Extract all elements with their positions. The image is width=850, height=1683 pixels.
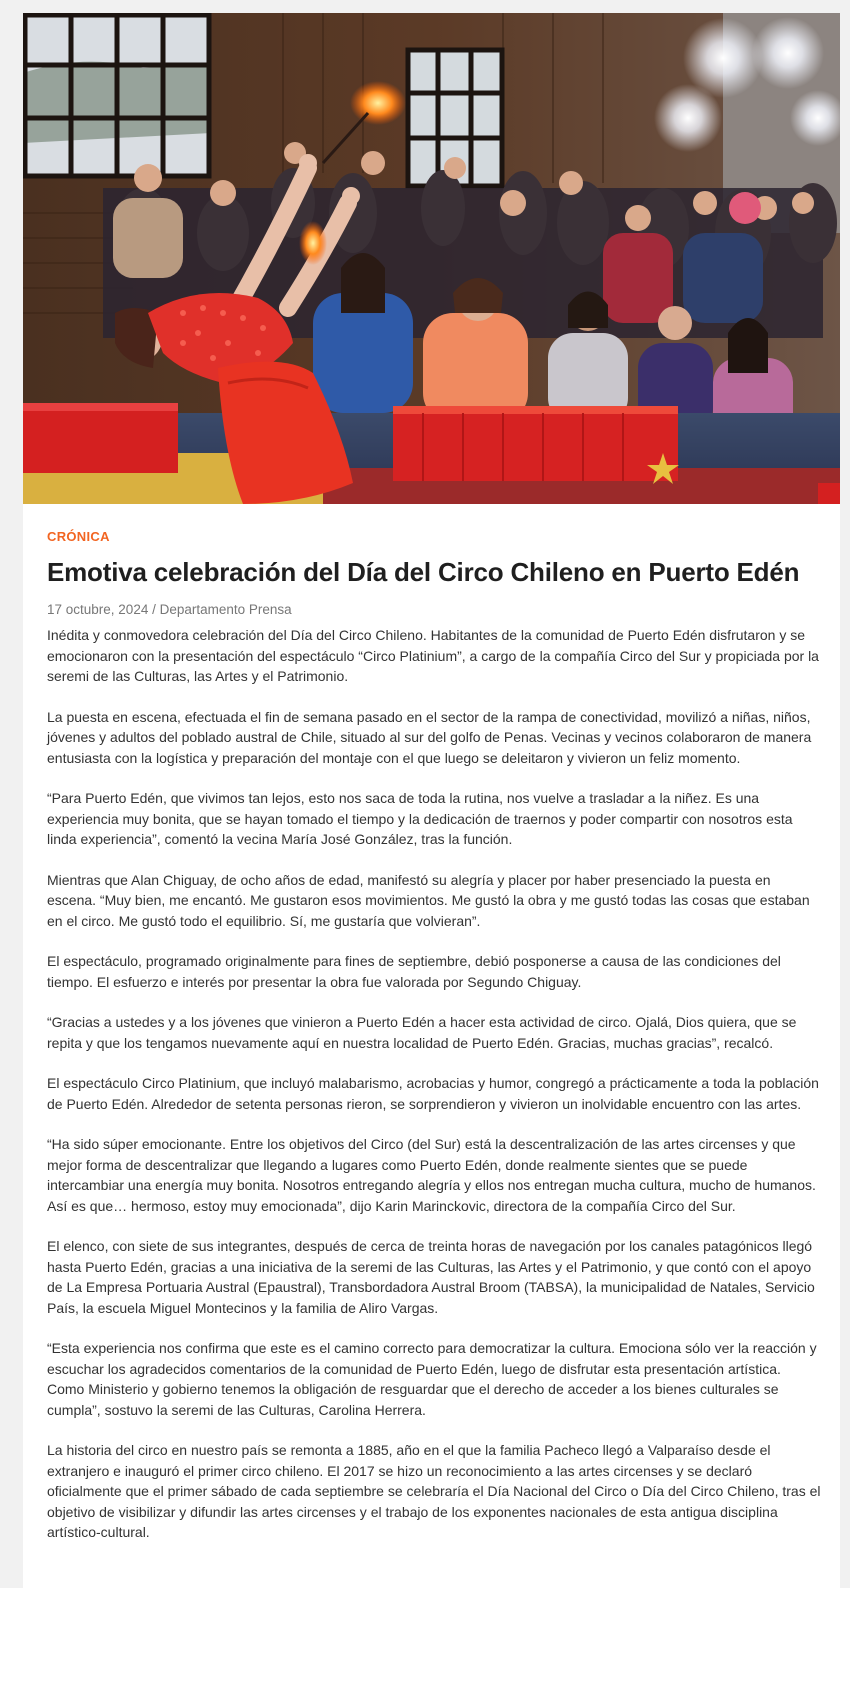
paragraph: Inédita y conmovedora celebración del Día del Circo Chileno. Habitantes de la comunidad de Puerto Edén disfrutaron y se emocionaron con la presentación del espectáculo “Circo Platinium”, a cargo de la compañía Circo del Sur y propiciada por la seremi de las Culturas, las Artes y el Patrimonio. [47,627,819,684]
paragraph: Mientras que Alan Chiguay, de ocho años de edad, manifestó su alegría y placer por haber presenciado la puesta en escena. “Muy bien, me encantó. Me gustaron esos movimientos. Me gustó la obra y me gustó todas las cosas que estaban en el circo. Me gustó todo el equilibrio. Sí, me gustaría que volvieran”. [47,871,810,929]
article-body [47,529,822,1563]
paragraph: El elenco, con siete de sus integrantes, después de cerca de treinta horas de navegación por los canales patagónicos llegó hasta Puerto Edén, gracias a una iniciativa de la seremi de las Culturas, las Artes y el Patrimonio, y que contó con el apoyo de La Empresa Portuaria Austral (Epaustral), Transbordadora Austral Broom (TABSA), la municipalidad de Natales, Servicio País, la escuela Miguel Montecinos y la familia de Aliro Vargas. [47,1238,815,1316]
hero-photo [23,13,840,504]
article-meta: 17 octubre, 2024 / Departamento Prensa [47,602,292,617]
category-link[interactable]: CRÓNICA [47,529,110,544]
paragraph: La puesta en escena, efectuada el fin de semana pasado en el sector de la rampa de conectividad, movilizó a niñas, niños, jóvenes y adultos del poblado austral de Chile, situado al sur del golfo de Penas. Vecinas y vecinos colaboraron de manera entusiasta con la logística y preparación del montaje con el que luego se deleitaron y vivieron un feliz momento. [47,708,812,766]
paragraph: “Ha sido súper emocionante. Entre los objetivos del Circo (del Sur) está la descentralización de las artes circenses y que mejor forma de descentralizar que llegando a lugares como Puerto Edén, donde realmente sientes que se puede intercambiar una energía muy bonita. Nosotros entregando alegría y ellos nos entregan mucha cultura, mucho de humanos. Así es que… hermoso, estoy muy emocionada”, dijo Karin Marinckovic, directora de la compañía Circo del Sur. [47,1136,816,1214]
article-title: Emotiva celebración del Día del Circo Chileno en Puerto Edén [47,557,800,587]
paragraph: El espectáculo, programado originalmente para fines de septiembre, debió posponerse a causa de las condiciones del tiempo. El esfuerzo e interés por presentar la obra fue valorada por Segundo Chiguay. [47,953,781,990]
paragraph: La historia del circo en nuestro país se remonta a 1885, año en el que la familia Pacheco llegó a Valparaíso desde el extranjero e inauguró el primer circo chileno. El 2017 se hizo un reconocimiento a las artes circenses y se declaró oficialmente que el primer sábado de cada septiembre se celebraría el Día Nacional del Circo o Día del Circo Chileno, tras el objetivo de visibilizar y difundir las artes circenses y el trabajo de los exponentes nacionales de esta antigua disciplina artístico-cultural. [47,1442,821,1540]
article-card [23,13,840,1588]
paragraph: El espectáculo Circo Platinium, que incluyó malabarismo, acrobacias y humor, congregó a prácticamente a toda la población de Puerto Edén. Alrededor de setenta personas rieron, se sorprendieron y vivieron un inolvidable encuentro con las artes. [47,1075,819,1112]
paragraph: “Esta experiencia nos confirma que este es el camino correcto para democratizar la cultura. Emociona sólo ver la reacción y escuchar los agradecidos comentarios de la comunidad de Puerto Edén, luego de disfrutar esta presentación artística. Como Ministerio y gobierno tenemos la obligación de resguardar que el derecho de acceder a los bienes culturales se cumpla”, sostuvo la seremi de las Culturas, Carolina Herrera. [47,1340,817,1418]
page-footer-space [0,1588,850,1683]
paragraph: “Gracias a ustedes y a los jóvenes que vinieron a Puerto Edén a hacer esta actividad de circo. Ojalá, Dios quiera, que se repita y que los tengamos nuevamente aquí en nuestra localidad de Puerto Edén. Gracias, muchas gracias”, recalcó. [47,1014,797,1051]
paragraph: “Para Puerto Edén, que vivimos tan lejos, esto nos saca de toda la rutina, nos vuelve a trasladar a la niñez. Es una experiencia muy bonita, que se hayan tomado el tiempo y la dedicación de traernos y poder compartir con nosotros esta linda experiencia”, comentó la vecina María José González, tras la función. [47,790,793,847]
